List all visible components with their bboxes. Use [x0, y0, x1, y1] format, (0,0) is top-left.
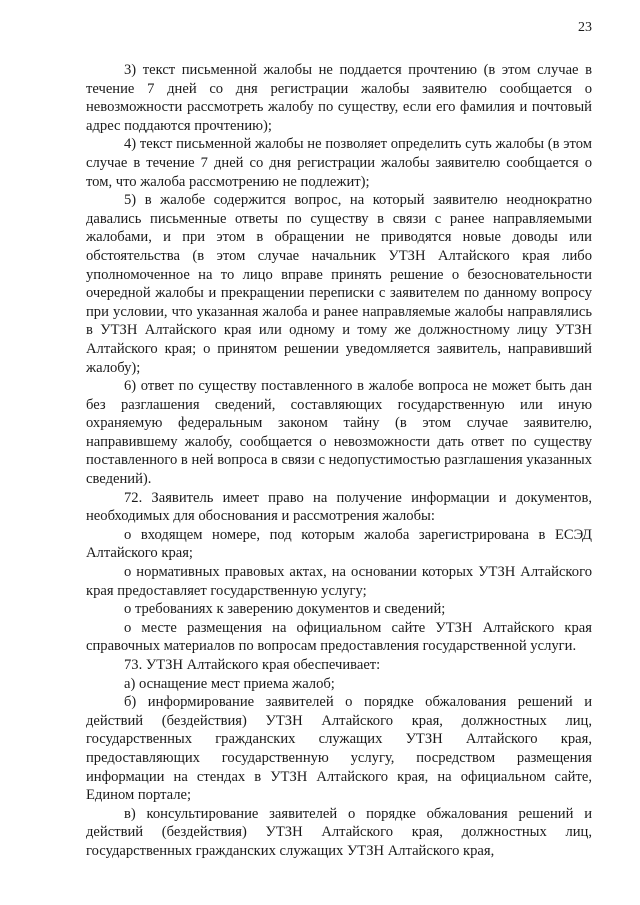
paragraph-item-5: 5) в жалобе содержится вопрос, на который заявителю неоднократно давались письменные ответы по существу в связи с ранее направляемыми жалобами, и при этом в обращении не приводятся новые доводы или обстоятельства (в этом случае начальник УТЗН Алтайского края либо уполномоченное на то лицо вправе принять решение о безосновательности очередной жалобы и прекращении переписки с заявителем по данному вопросу при условии, что указанная жалоба и ранее направляемые жалобы направлялись в УТЗН Алтайского края или одному и тому же должностному лицу УТЗН Алтайского края; о принятом решении уведомляется заявитель, направивший жалобу);: [86, 192, 592, 376]
paragraph-item-v: в) консультирование заявителей о порядке обжалования решений и действий (бездействия) УТЗН Алтайского края, должностных лиц, государственных гражданских служащих УТЗН Алтайского края,: [86, 805, 592, 859]
page-number: 23: [578, 20, 592, 35]
paragraph-incoming-number: о входящем номере, под которым жалоба зарегистрирована в ЕСЭД Алтайского края;: [86, 526, 592, 562]
paragraph-item-b: б) информирование заявителей о порядке обжалования решений и действий (бездействия) УТЗН Алтайского края, должностных лиц, государственных гражданских служащих УТЗН Алтайского края, предоставляющих государственную услугу, посредством размещения информации на стендах в УТЗН Алтайского края, на официальном сайте, Едином портале;: [86, 694, 592, 804]
paragraph-clause-72: 72. Заявитель имеет право на получение информации и документов, необходимых для обоснования и рассмотрения жалобы:: [86, 489, 592, 525]
paragraph-reference-materials: о месте размещения на официальном сайте УТЗН Алтайского края справочных материалов по вопросам предоставления государственной услуги.: [86, 619, 592, 655]
document-body: [86, 61, 592, 861]
paragraph-item-3: 3) текст письменной жалобы не поддается прочтению (в этом случае в течение 7 дней со дня регистрации жалобы заявителю сообщается о невозможности рассмотреть жалобу по существу, если его фамилия и почтовый адрес поддаются прочтению);: [86, 62, 592, 134]
paragraph-clause-73: 73. УТЗН Алтайского края обеспечивает:: [124, 657, 381, 673]
paragraph-certification-requirements: о требованиях к заверению документов и сведений;: [124, 601, 446, 618]
paragraph-item-4: 4) текст письменной жалобы не позволяет определить суть жалобы (в этом случае в течение 7 дней со дня регистрации жалобы заявителю сообщается о том, что жалоба рассмотрению не подлежит);: [86, 136, 592, 190]
paragraph-normative-acts: о нормативных правовых актах, на основании которых УТЗН Алтайского края предоставляет государственную услугу;: [86, 564, 592, 599]
paragraph-item-a: а) оснащение мест приема жалоб;: [124, 675, 335, 692]
paragraph-item-6: 6) ответ по существу поставленного в жалобе вопроса не может быть дан без разглашения сведений, составляющих государственную или иную охраняемую федеральным законом тайну (в этом случае заявителю, направившему жалобу, сообщается о невозможности дать ответ по существу поставленного в ней вопроса в связи с недопустимостью разглашения указанных сведений).: [86, 378, 593, 488]
